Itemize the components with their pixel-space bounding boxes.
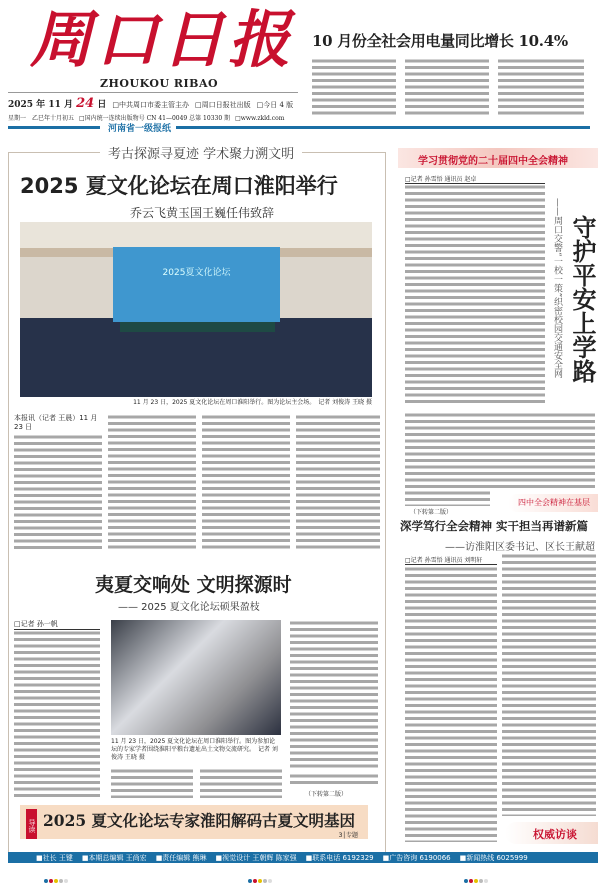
second-body-col (290, 620, 378, 770)
second-body-col (200, 768, 282, 798)
publication-number: □国内统一连续出版物号 CN 41—0049 总第 10330 期 (79, 115, 231, 122)
lead-body-col (296, 414, 380, 552)
stage-screen: 2025夏文化论坛 (113, 247, 280, 322)
right-byline: □记者 孙雪悟 通讯员 赵卓 (405, 174, 545, 184)
stage-table (120, 322, 275, 332)
guide-tag: 导读 (26, 809, 37, 839)
color-registration-marks (44, 868, 69, 887)
footer-item: ■视觉设计 王朝辉 陈家强 (215, 853, 297, 862)
right-byline-2: □记者 孙雪悟 通讯员 刘明轩 (405, 555, 497, 565)
weekday: 星期一 乙巳年十月初五 (8, 115, 75, 122)
color-registration-marks (464, 868, 489, 887)
interview-tag-text: 权威访谈 (533, 828, 577, 841)
publisher: □周口日报社出版 (195, 101, 251, 109)
forum-main-hall-photo (20, 222, 372, 397)
grassroots-tag (508, 494, 598, 512)
right-continued: （下转第二版） (410, 509, 453, 516)
footer-item: ■本期总编辑 王尚宏 (81, 853, 147, 862)
right-body-col (405, 412, 595, 488)
color-registration-marks (248, 868, 273, 887)
second-body-col (14, 630, 100, 798)
footer-item: ■联系电话 6192329 (305, 853, 374, 862)
continued-note: （下转第二版） (305, 791, 348, 798)
lead-subheadline: 乔云飞黄玉国王巍任伟致辞 (130, 206, 275, 220)
footer-item: ■新闻热线 6025999 (459, 853, 528, 862)
right-vertical-subtitle: ——周口交警“一校一策”织密校园交通安全网 (552, 198, 562, 379)
photo-caption: 11 月 23 日，2025 夏文化论坛在周口淮阳举行。图为论坛主会场。 记者 刘俊涛 王晓 摄 (133, 399, 372, 406)
top-story-text (312, 58, 396, 116)
second-headline: 夷夏交响处 文明探源时 (95, 574, 292, 596)
date-day: 24 (76, 96, 95, 111)
footer-item: ■责任编辑 熊琳 (155, 853, 207, 862)
date-year: 2025 年 11 月 (8, 100, 73, 110)
newspaper-pinyin: ZHOUKOU RIBAO (100, 77, 219, 90)
footer-item: ■广告咨询 6190066 (382, 853, 451, 862)
website: □www.zkld.com (235, 115, 285, 122)
lead-byline: 本报讯（记者 王晨）11 月 23 日 (14, 414, 98, 431)
artifact-exhibit-photo (111, 620, 281, 735)
second-subheadline: —— 2025 夏文化论坛硕果盈枝 (118, 602, 260, 613)
rule (176, 126, 590, 129)
grassroots-tag-text: 四中全会精神在基层 (518, 498, 590, 507)
masthead-row-1 (8, 96, 293, 111)
footer-bar (8, 852, 598, 863)
newspaper-logo: 周口日报 (30, 3, 295, 76)
right-vertical-title: 守护平安上学路 (568, 215, 597, 383)
sponsor: □中共周口市委主管主办 (112, 101, 189, 109)
top-story-text (498, 58, 584, 116)
interview-tag (505, 822, 598, 844)
second-body-col (290, 773, 378, 787)
date-suffix: 日 (97, 100, 107, 110)
right-body-col (405, 566, 497, 842)
lead-body-col (108, 414, 196, 552)
theme-banner-text: 学习贯彻党的二十届四中全会精神 (418, 156, 568, 167)
right-body-col (405, 490, 490, 506)
top-story-text (405, 58, 489, 116)
lead-kicker: 考古探源寻夏迹 学术聚力溯文明 (100, 143, 302, 162)
guide-page-ref: 3│专题 (338, 832, 358, 839)
second-photo-caption: 11 月 23 日，2025 夏文化论坛在周口淮阳举行。图为参加论坛的专家学者围绕淮阳平粮台遗址出土文物交流研究。 记者 刘俊涛 王晓 摄 (111, 738, 278, 761)
divider (8, 92, 298, 93)
lead-headline: 2025 夏文化论坛在周口淮阳举行 (20, 174, 338, 198)
second-byline: □记者 孙一帆 (14, 619, 100, 630)
right-subheadline: ——访淮阳区委书记、区长王献超 (445, 542, 595, 553)
top-story-headline: 10 月份全社会用电量同比增长 10.4% (312, 32, 568, 50)
issue-date (8, 96, 106, 111)
page-count: □今日 4 版 (256, 101, 294, 109)
lead-body-col (14, 434, 102, 552)
guide-headline[interactable]: 2025 夏文化论坛专家淮阳解码古夏文明基因 (43, 811, 356, 830)
right-headline: 深学笃行全会精神 实干担当再谱新篇 (400, 519, 589, 533)
rule (8, 126, 100, 129)
footer-item: ■社长 王键 (36, 853, 73, 862)
second-body-col (111, 768, 193, 798)
right-body-col (502, 553, 596, 816)
right-body-col (405, 184, 545, 406)
paper-level: 河南省一级报纸 (108, 124, 172, 134)
lead-body-col (202, 414, 290, 552)
guide-banner[interactable] (20, 805, 368, 839)
theme-banner (398, 148, 598, 168)
